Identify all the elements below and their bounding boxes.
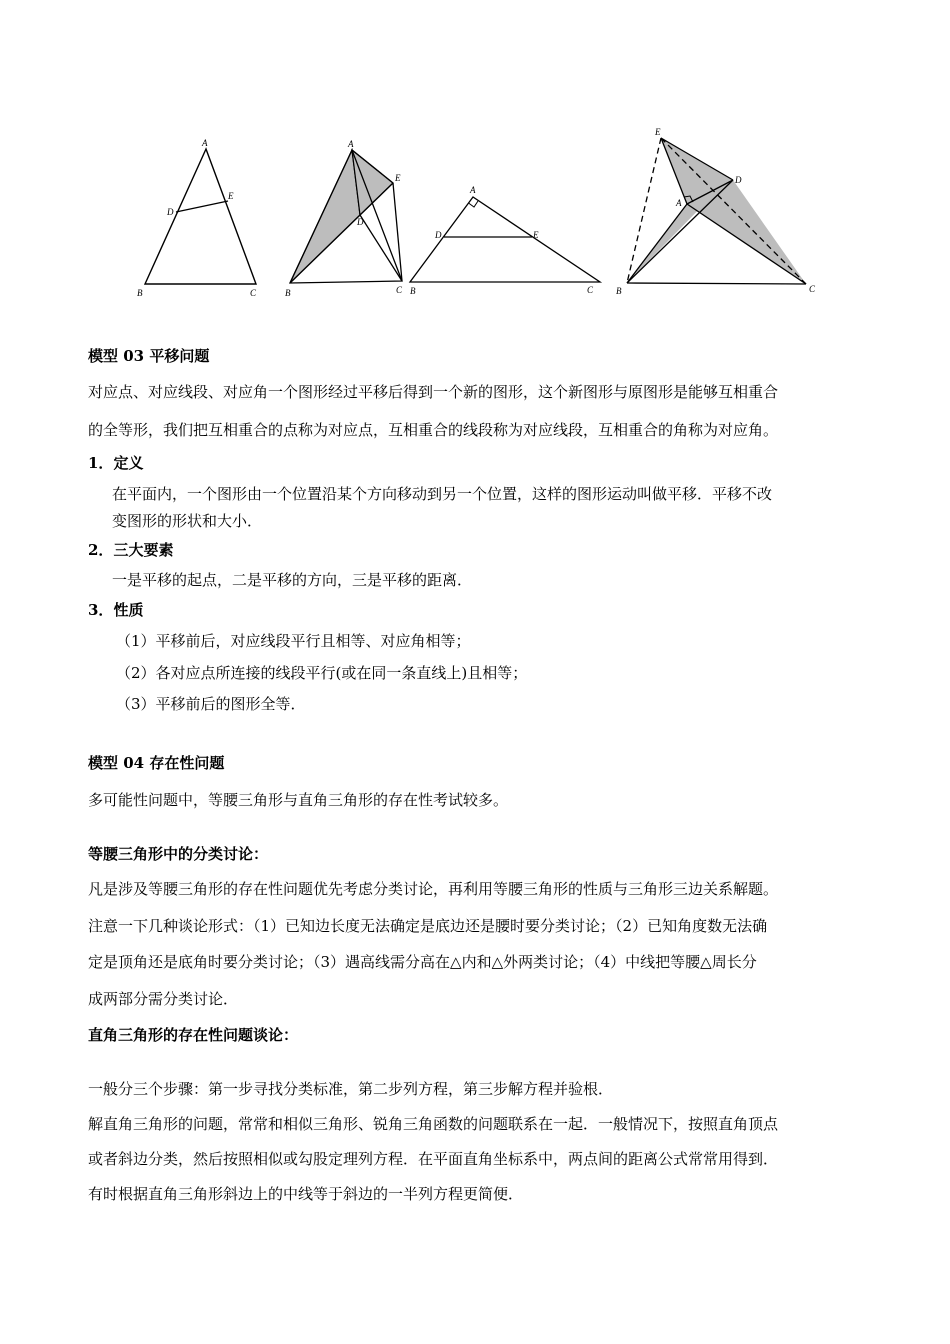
item2-number: 2． xyxy=(88,541,114,559)
fig3-label-e: E xyxy=(533,230,539,240)
fig4-label-a: A xyxy=(676,198,682,208)
model03-intro-line2: 的全等形，我们把互相重合的点称为对应点，互相重合的线段称为对应线段，互相重合的角称为对应角。 xyxy=(88,421,779,439)
fig1-label-e: E xyxy=(228,191,234,201)
isosceles-heading: 等腰三角形中的分类讨论： xyxy=(88,845,269,863)
fig2-label-c: C xyxy=(396,285,403,295)
right-line1: 一般分三个步骤：第一步寻找分类标准，第二步列方程，第三步解方程并验根． xyxy=(88,1080,614,1098)
fig4-label-c: C xyxy=(809,284,816,294)
figure-2-rotated-triangles xyxy=(290,150,402,283)
model04-intro: 多可能性问题中，等腰三角形与直角三角形的存在性考试较多。 xyxy=(88,791,509,809)
item3-line2: （2）各对应点所连接的线段平行(或在同一条直线上)且相等； xyxy=(116,664,528,682)
item3-number: 3． xyxy=(88,601,114,619)
right-line4: 有时根据直角三角形斜边上的中线等于斜边的一半列方程更简便． xyxy=(88,1185,524,1203)
isosceles-line2: 注意一下几种谈论形式：（1）已知边长度无法确定是底边还是腰时要分类讨论；（2）已知角度数无法确 xyxy=(88,917,768,935)
fig2-label-b: B xyxy=(285,288,291,298)
fig4-label-d: D xyxy=(735,175,742,185)
fig1-label-b: B xyxy=(137,288,143,298)
item1-number: 1． xyxy=(88,454,114,472)
item3-title: 性质 xyxy=(113,601,144,619)
item1-line1: 在平面内，一个图形由一个位置沿某个方向移动到另一个位置，这样的图形运动叫做平移．平移不改 xyxy=(112,485,773,503)
fig1-label-d: D xyxy=(167,207,174,217)
fig3-label-a: A xyxy=(470,185,476,195)
model03-title: 模型 03 平移问题 xyxy=(88,347,210,365)
figure-1-triangle-midline xyxy=(145,149,256,284)
model03-intro-line1: 对应点、对应线段、对应角一个图形经过平移后得到一个新的图形，这个新图形与原图形是能够互相重合 xyxy=(88,383,779,401)
fig3-label-d: D xyxy=(435,230,442,240)
item1-title: 定义 xyxy=(113,454,144,472)
isosceles-line1: 凡是涉及等腰三角形的存在性问题优先考虑分类讨论，再利用等腰三角形的性质与三角形三边关系解题。 xyxy=(88,880,779,898)
fig1-label-a: A xyxy=(202,138,208,148)
fig4-label-b: B xyxy=(616,286,622,296)
right-triangle-heading: 直角三角形的存在性问题谈论： xyxy=(88,1026,299,1044)
fig3-label-b: B xyxy=(410,286,416,296)
fig2-label-d: D xyxy=(357,217,364,227)
isosceles-line3: 定是顶角还是底角时要分类讨论；（3）遇高线需分高在△内和△外两类讨论；（4）中线把等腰△周长分 xyxy=(88,953,757,971)
item2-line1: 一是平移的起点，二是平移的方向，三是平移的距离． xyxy=(112,571,473,589)
fig2-label-a: A xyxy=(348,139,354,149)
item3-line1: （1）平移前后，对应线段平行且相等、对应角相等； xyxy=(116,632,471,650)
fig4-label-e: E xyxy=(655,127,661,137)
right-line3: 或者斜边分类，然后按照相似或勾股定理列方程．在平面直角坐标系中，两点间的距离公式常常用得到． xyxy=(88,1150,779,1168)
item3-line3: （3）平移前后的图形全等． xyxy=(116,695,306,713)
model04-title: 模型 04 存在性问题 xyxy=(88,754,225,772)
geometry-figures xyxy=(0,0,950,320)
right-line2: 解直角三角形的问题，常常和相似三角形、锐角三角函数的问题联系在一起．一般情况下，按照直角顶点 xyxy=(88,1115,779,1133)
fig3-label-c: C xyxy=(587,285,594,295)
fig1-label-c: C xyxy=(250,288,257,298)
fig2-label-e: E xyxy=(395,173,401,183)
figure-4-overlapping-triangles xyxy=(627,138,806,284)
item2-title: 三大要素 xyxy=(113,541,174,559)
isosceles-line4: 成两部分需分类讨论． xyxy=(88,990,239,1008)
item1-line2: 变图形的形状和大小． xyxy=(112,512,263,530)
